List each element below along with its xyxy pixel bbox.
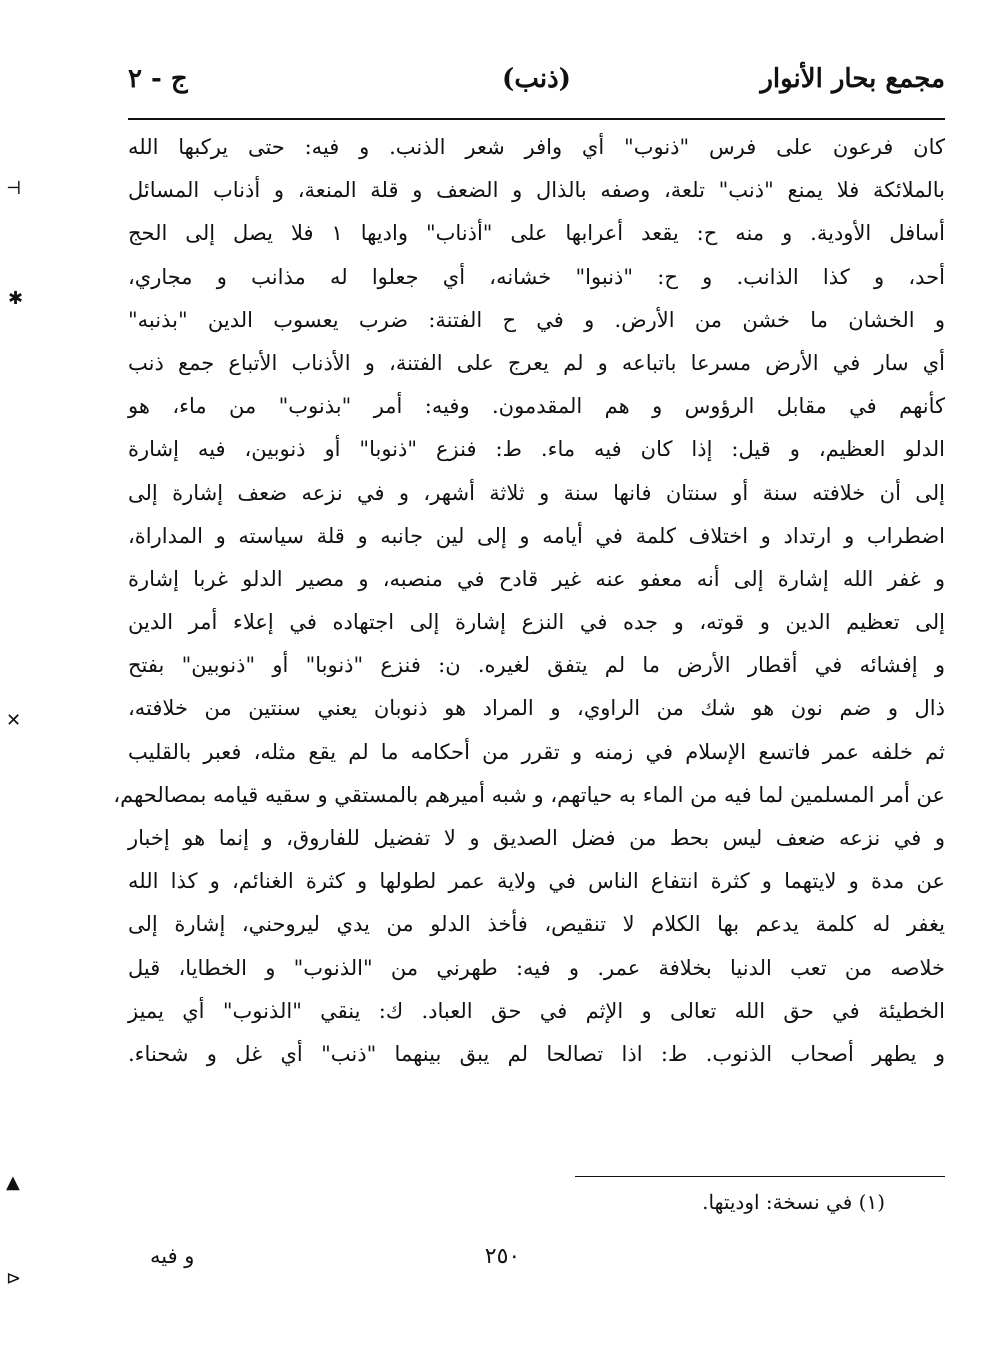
- text-line: بالملائكة فلا يمنع "ذنب" تلعة، وصفه بالذال و الضعف و قلة المنعة، و أذناب المسائل: [128, 178, 945, 203]
- header-rule: [128, 118, 945, 120]
- text-line: اضطراب و ارتداد و اختلاف كلمة في أيامه و إلى لين جانبه و قلة سياسته و المداراة،: [128, 523, 945, 548]
- page-number: ٢٥٠: [484, 1244, 521, 1269]
- text-line: أي سار في الأرض مسرعا باتباعه و لم يعرج على الفتنة، و الأذناب الأتباع جمع ذنب: [128, 350, 945, 375]
- text-line: الخطيئة في حق الله تعالى و الإثم في حق العباد. ك: ينقي "الذنوب" أي يميز: [128, 998, 945, 1023]
- text-line: الدلو العظيم، و قيل: إذا كان فيه ماء. ط: فنزع "ذنوبا" أو ذنوبين، فيه إشارة: [128, 437, 945, 462]
- text-line: و الخشان ما خشن من الأرض. و في ح الفتنة: ضرب يعسوب الدين "بذنبه": [128, 307, 945, 332]
- margin-mark: ▲: [6, 1172, 20, 1193]
- text-line: و في نزعه ضعف ليس بحط من فضل الصديق و لا تفضيل للفاروق، و إنما هو إخبار: [128, 826, 945, 850]
- text-line: عن أمر المسلمين لما فيه من الماء به حياتهم، و شبه أميرهم بالمستقي و سقيه قيامه بمصالحهم،: [113, 782, 945, 807]
- footnote-rule: [575, 1176, 945, 1177]
- text-line: أسافل الأودية. و منه ح: يقعد أعرابها على "أذناب" واديها ١ فلا يصل إلى الحج: [128, 221, 945, 246]
- text-line: عن مدة و لايتهما و كثرة انتفاع الناس في ولاية عمر لطولها و كثرة الغنائم، و كذا الله: [128, 869, 945, 894]
- text-line: أحد، و كذا الذانب. و ح: "ذنبوا" خشانه، أي جعلوا له مذانب و مجاري،: [128, 264, 945, 289]
- margin-mark: ✕: [6, 710, 22, 731]
- footnote: (١) في نسخة: اوديتها.: [702, 1190, 885, 1214]
- text-line: و غفر الله إشارة إلى أنه معفو عنه غير قادح في منصبه، و مصير الدلو غربا إشارة: [128, 566, 945, 591]
- running-header: [128, 62, 945, 106]
- text-line: ذال و ضم نون هو شك من الراوي، و المراد هو ذنوبان يعني سنتين من خلافته،: [128, 696, 945, 721]
- margin-mark: ⊣: [6, 178, 22, 199]
- text-line: يغفر له كلمة يدعم بها الكلام لا تنقيص، فأخذ الدلو من يدي ليروحني، إشارة إلى: [128, 912, 945, 937]
- margin-mark: ⊳: [6, 1268, 22, 1289]
- margin-mark: ✱: [8, 288, 24, 309]
- body-text: [113, 126, 945, 1076]
- text-line: إلى تعظيم الدين و قوته، و جده في النزع إشارة إلى اجتهاده في إعلاء أمر الدين: [128, 610, 945, 635]
- volume-label: ج - ٢: [128, 64, 188, 94]
- text-line: ثم خلفه عمر فاتسع الإسلام في زمنه و تقرر من أحكامه ما لم يقع مثله، فعبر بالقليب: [128, 739, 945, 764]
- text-line: و يطهر أصحاب الذنوب. ط: اذا تصالحا لم يبق بينهما "ذنب" أي غل و شحناء.: [128, 1041, 945, 1066]
- text-line: إلى أن خلافته سنة أو سنتان فانها سنة و ثلاثة أشهر، و في نزعه ضعف إشارة إلى: [128, 480, 945, 505]
- text-line: كان فرعون على فرس "ذنوب" أي وافر شعر الذنب. و فيه: حتى يركبها الله: [128, 135, 945, 159]
- text-line: كأنهم في مقابل الرؤوس و هم المقدمون. وفيه: أمر "بذنوب" من ماء، هو: [128, 394, 945, 419]
- text-line: و إفشائه في أقطار الأرض ما لم يتفق لغيره. ن: فنزع "ذنوبا" أو "ذنوبين" بفتح: [128, 653, 945, 678]
- text-line: خلاصه من تعب الدنيا بخلافة عمر. و فيه: طهرني من "الذنوب" و الخطايا، قيل: [128, 955, 945, 980]
- entry-heading: (ذنب): [502, 64, 571, 94]
- book-title: مجمع بحار الأنوار: [760, 64, 945, 94]
- catchword: و فيه: [150, 1244, 195, 1268]
